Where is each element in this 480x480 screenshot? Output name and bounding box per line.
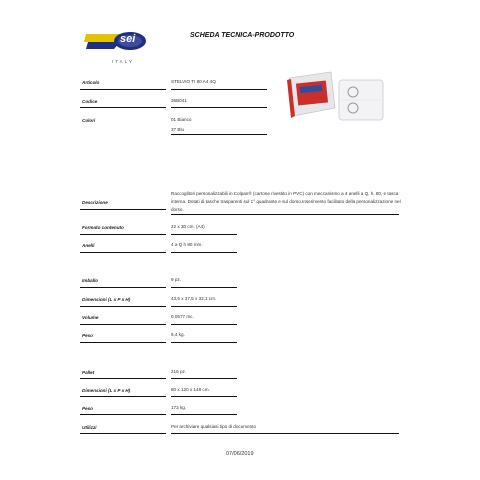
- footer-date: 07/06/2019: [226, 451, 254, 457]
- label-formato: Formato contenuto: [82, 225, 124, 230]
- value-utilizzi: Per archiviare qualsiasi tipo di documento: [171, 424, 257, 429]
- label-dimensioni-pallet: Dimensioni (L x P x H): [82, 388, 131, 393]
- brand-logo: [84, 22, 156, 64]
- value-peso-imballo: 6,4 kg.: [171, 332, 185, 337]
- value-formato: 22 x 30 cm. (A4): [171, 224, 205, 229]
- value-peso-pallet: 173 kg.: [171, 405, 187, 410]
- label-volume: Volume: [82, 315, 99, 320]
- value-pallet: 216 pz.: [171, 369, 187, 374]
- divider: [171, 234, 237, 235]
- value-colori-1: 01 Bianco: [171, 117, 192, 122]
- divider: [80, 89, 166, 90]
- divider: [171, 287, 237, 288]
- value-colori-2: 37 Blu: [171, 127, 185, 132]
- label-colori: Colori: [82, 118, 96, 123]
- value-descrizione: Raccoglitori personalizzabili in Colpan® (cartone rivestito in PVC) con meccanismo a 4 anelli a Q, h. 80, e tasca interna. Dotati di tasche trasparenti sul 1° quadrante e sul dorso.Inserimento facilitato della personalizzazione nel dorso.: [171, 191, 401, 212]
- divider: [171, 414, 237, 415]
- divider: [171, 378, 237, 379]
- divider: [80, 107, 166, 108]
- divider: [171, 396, 237, 397]
- divider: [171, 324, 237, 325]
- divider: [80, 342, 166, 343]
- page-title: SCHEDA TECNICA-PRODOTTO: [190, 32, 295, 39]
- divider: [80, 324, 166, 325]
- label-peso-pallet: Peso: [82, 406, 93, 411]
- logo-wordmark: sei: [120, 33, 136, 45]
- divider: [171, 342, 237, 343]
- label-codice: Codice: [82, 99, 98, 104]
- value-anelli: 4 a Q h 80 mm.: [171, 242, 203, 247]
- value-articolo: STELVIO TI 80 A4 4Q: [171, 79, 216, 84]
- label-peso-imballo: Peso: [82, 333, 93, 338]
- binder-photo: [283, 70, 393, 130]
- label-anelli: Anelli: [82, 243, 95, 248]
- divider: [171, 214, 399, 215]
- divider: [171, 252, 237, 253]
- label-descrizione: Descrizione: [82, 200, 108, 205]
- divider: [80, 287, 166, 288]
- divider: [171, 306, 237, 307]
- label-dimensioni-imballo: Dimensioni (L x P x H): [82, 297, 131, 302]
- value-imballo: 9 pz.: [171, 277, 181, 282]
- divider: [80, 234, 166, 235]
- divider: [171, 107, 267, 108]
- value-dimensioni-imballo: 43,5 x 37,5 x 32,1 cm.: [171, 296, 217, 301]
- divider: [80, 209, 166, 210]
- label-utilizzi: Utilizzi: [82, 425, 97, 430]
- divider: [171, 89, 267, 90]
- divider: [171, 433, 399, 434]
- label-articolo: Articolo: [82, 80, 100, 85]
- divider: [80, 306, 166, 307]
- label-imballo: Imballo: [82, 278, 99, 283]
- divider: [80, 396, 166, 397]
- value-volume: 0,0577 mc.: [171, 314, 194, 319]
- value-codice: 36B041: [171, 98, 187, 103]
- value-dimensioni-pallet: 80 x 120 x 148 cm.: [171, 387, 210, 392]
- label-pallet: Pallet: [82, 370, 95, 375]
- divider: [80, 378, 166, 379]
- divider: [80, 414, 166, 415]
- logo-subtext: ITALY: [112, 59, 134, 64]
- divider: [80, 252, 166, 253]
- divider: [80, 433, 166, 434]
- divider: [171, 134, 267, 135]
